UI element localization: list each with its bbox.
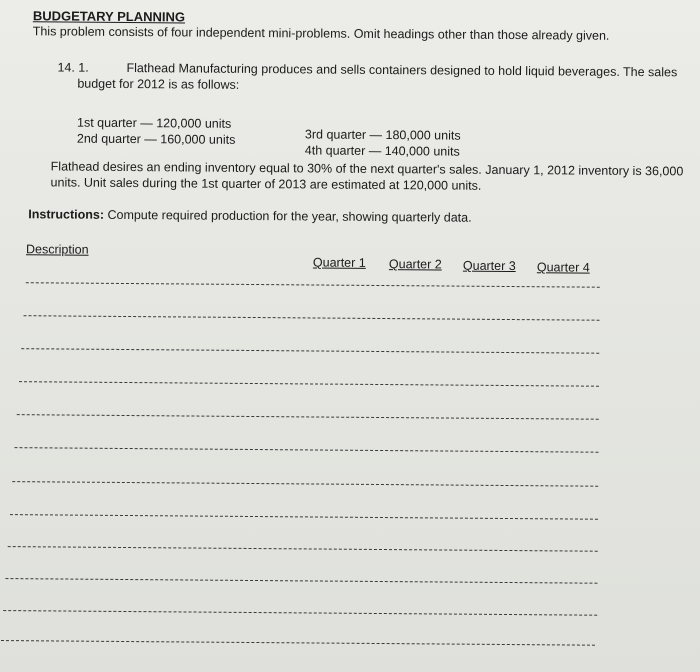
sales-q2: 2nd quarter — 160,000 units bbox=[76, 131, 236, 147]
answer-line[interactable] bbox=[17, 414, 599, 420]
answer-line[interactable] bbox=[14, 447, 598, 453]
sales-q3: 3rd quarter — 180,000 units bbox=[304, 127, 461, 143]
sales-q1: 1st quarter — 120,000 units bbox=[76, 115, 232, 131]
column-header-description: Description bbox=[25, 242, 89, 257]
instructions-label: Instructions: bbox=[28, 207, 105, 222]
column-header-quarter-4: Quarter 4 bbox=[536, 260, 590, 275]
sales-q4: 4th quarter — 140,000 units bbox=[304, 143, 460, 159]
problem-line-2: budget for 2012 is as follows: bbox=[77, 76, 240, 92]
answer-line[interactable] bbox=[21, 348, 599, 354]
column-header-quarter-3: Quarter 3 bbox=[462, 258, 516, 274]
answer-line[interactable] bbox=[5, 578, 597, 584]
intro-text: This problem consists of four independent mini-problems. Omit headings other than those already given. bbox=[32, 24, 610, 43]
page-title: BUDGETARY PLANNING bbox=[32, 8, 186, 25]
answer-line[interactable] bbox=[12, 481, 598, 487]
column-header-quarter-2: Quarter 2 bbox=[388, 257, 442, 272]
inventory-line-2: units. Unit sales during the 1st quarter of 2013 are estimated at 120,000 units. bbox=[50, 175, 482, 193]
answer-line[interactable] bbox=[3, 610, 597, 616]
problem-line-1: Flathead Manufacturing produces and sells containers designed to hold liquid beverages. The sales bbox=[126, 60, 678, 80]
instructions-text: Compute required production for the year, showing quarterly data. bbox=[103, 207, 472, 225]
answer-line[interactable] bbox=[26, 282, 600, 288]
answer-line[interactable] bbox=[10, 514, 598, 520]
inventory-line-1: Flathead desires an ending inventory equal to 30% of the next quarter's sales. January 1, 2012 inventory is 36,000 bbox=[50, 159, 684, 179]
answer-line[interactable] bbox=[8, 546, 598, 552]
answer-line[interactable] bbox=[19, 381, 599, 387]
instructions bbox=[28, 207, 471, 225]
problem-number: 14. 1. bbox=[57, 60, 89, 75]
answer-line[interactable] bbox=[24, 315, 600, 321]
answer-line[interactable] bbox=[1, 640, 595, 646]
column-header-quarter-1: Quarter 1 bbox=[312, 255, 366, 270]
